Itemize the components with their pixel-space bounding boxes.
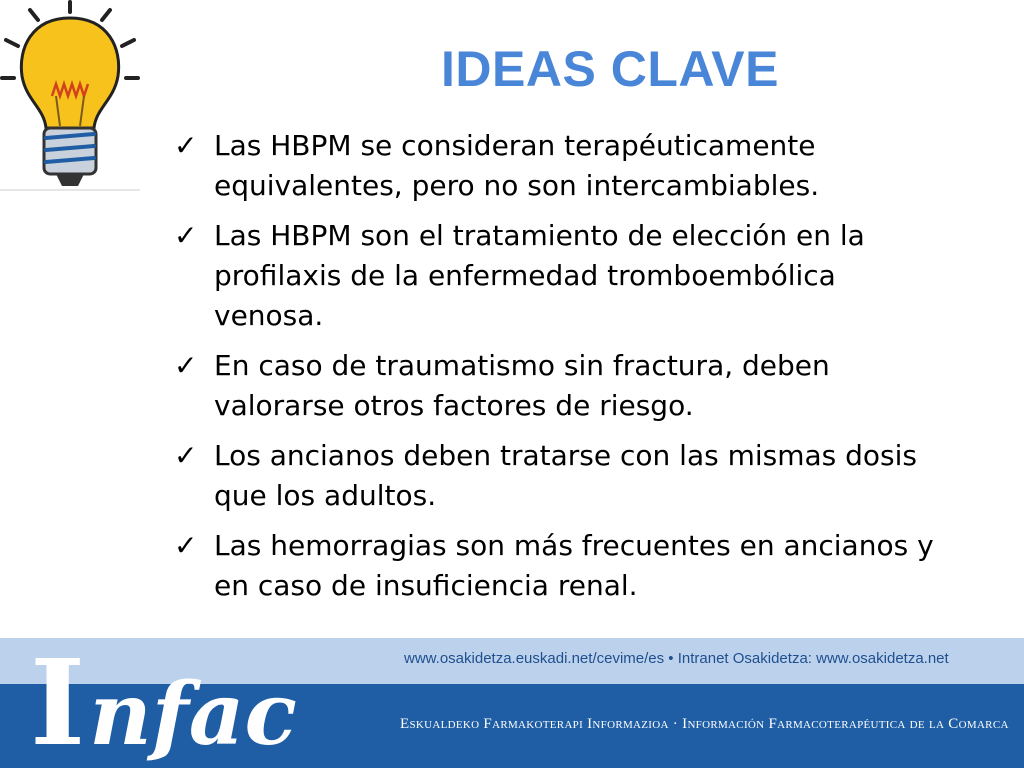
checkmark-icon: ✓ <box>174 129 198 162</box>
logo-initial: I <box>30 633 86 772</box>
list-item <box>174 216 954 336</box>
list-item <box>174 126 954 206</box>
slide-title: IDEAS CLAVE <box>441 41 779 97</box>
checkmark-icon: ✓ <box>174 439 198 472</box>
list-item-text: Los ancianos deben tratarse con las mismas dosis que los adultos. <box>214 439 918 512</box>
footer-banner <box>0 633 1024 772</box>
key-ideas-list <box>174 126 954 616</box>
footer-tagline: Eskualdeko Farmakoterapi Informazioa · Información Farmacoterapéutica de la Comarca <box>400 716 1009 732</box>
list-item-text: Las HBPM son el tratamiento de elección en la profilaxis de la enfermedad tromboembólica venosa. <box>214 219 865 332</box>
list-item <box>174 526 954 606</box>
logo-rest: nfac <box>89 664 297 765</box>
list-item-text: Las HBPM se consideran terapéuticamente equivalentes, pero no son intercambiables. <box>214 129 820 202</box>
lightbulb-icon <box>0 0 140 195</box>
list-item <box>174 346 954 426</box>
infac-logo <box>30 633 297 772</box>
checkmark-icon: ✓ <box>174 529 198 562</box>
checkmark-icon: ✓ <box>174 219 198 252</box>
checkmark-icon: ✓ <box>174 349 198 382</box>
footer-url-line: www.osakidetza.euskadi.net/cevime/es • Intranet Osakidetza: www.osakidetza.net <box>404 650 949 667</box>
list-item <box>174 436 954 516</box>
list-item-text: Las hemorragias son más frecuentes en ancianos y en caso de insuficiencia renal. <box>214 529 934 602</box>
list-item-text: En caso de traumatismo sin fractura, deben valorarse otros factores de riesgo. <box>214 349 830 422</box>
